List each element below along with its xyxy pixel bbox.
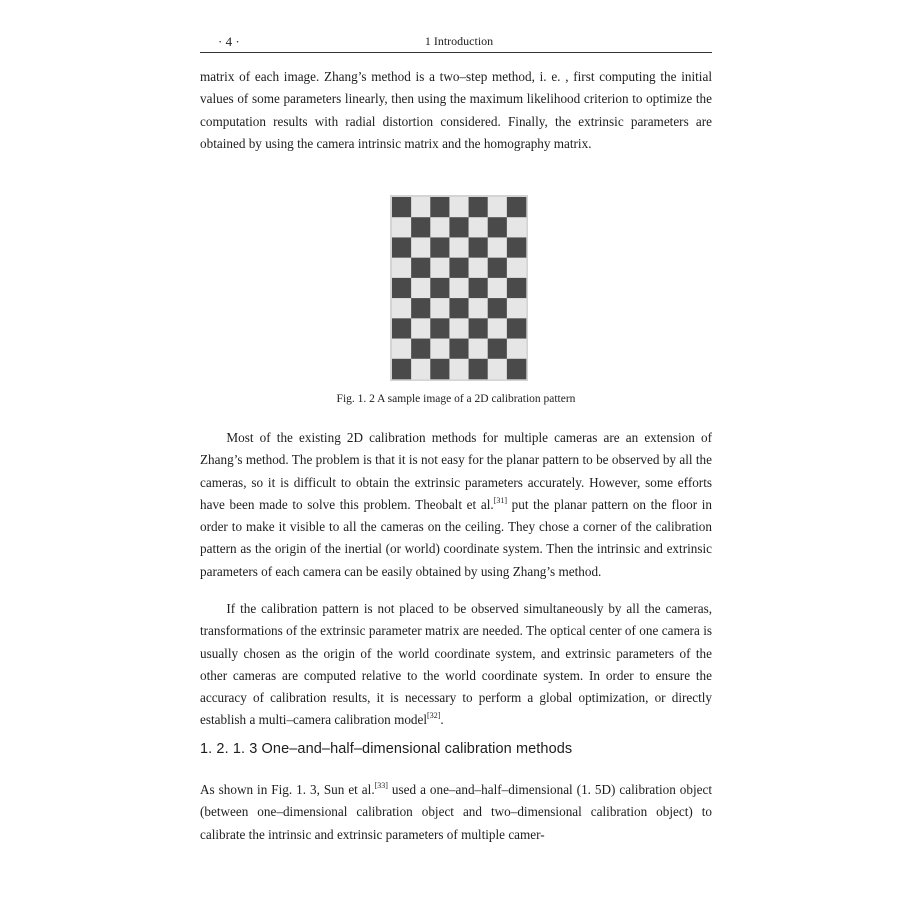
checker-square-dark [469,197,488,218]
checker-square-light [469,298,488,319]
checker-square-light [449,318,468,339]
checker-square-dark [507,278,526,299]
checker-square-light [488,318,507,339]
checker-square-light [392,339,411,360]
checker-square-dark [430,278,449,299]
running-head [200,30,712,53]
checker-square-light [488,197,507,218]
checker-square-light [449,237,468,258]
paragraph-2-text-b: put the planar pattern on the floor in order to make it visible to all the cameras on the ceiling. They chose a corner of the calibration pattern as the origin of the inertial (or world) coordinate system. Then the intrinsic and extrinsic parameters of each camera can be easily obtained by using Zhang’s method. [200,496,713,579]
checker-square-light [411,318,430,339]
checker-square-dark [488,217,507,238]
checker-square-light [507,298,526,319]
checker-square-dark [469,359,488,380]
checker-square-light [430,298,449,319]
citation-31: [31] [493,495,507,505]
checker-square-light [469,339,488,360]
checker-square-light [430,258,449,279]
checker-square-light [411,237,430,258]
paragraph-4 [200,779,712,846]
checker-square-dark [507,197,526,218]
paragraph-3-text-b: . [440,712,444,728]
checker-square-dark [411,298,430,319]
checker-square-dark [469,318,488,339]
checker-square-light [411,359,430,380]
checker-square-dark [469,237,488,258]
paragraph-2-text-a: Most of the existing 2D calibration methods for multiple cameras are an extension of Zhang’s method. The problem is that it is not easy for the planar pattern to be observed by all the cameras, so it is difficult to obtain the extrinsic parameters accurately. However, some efforts have been made to solve this problem. Theobalt et al. [200,430,712,512]
paragraph-4-text-b: used a one–and–half–dimensional (1. 5D) calibration object (between one–dimensional calibration object and two–dimensional calibration object) to calibrate the intrinsic and extrinsic parameters of multiple camer- [200,782,712,842]
citation-32: [32] [427,711,441,721]
checker-square-light [449,359,468,380]
checker-square-dark [507,359,526,380]
checker-square-dark [488,258,507,279]
checker-square-dark [392,318,411,339]
checker-square-dark [430,237,449,258]
checker-square-light [507,258,526,279]
checker-square-dark [488,339,507,360]
checker-square-light [507,217,526,238]
checker-square-dark [392,359,411,380]
checker-square-light [392,258,411,279]
checkerboard-pattern [390,195,528,381]
checker-square-dark [430,197,449,218]
page-number: · 4 · [218,34,240,49]
checker-square-light [430,339,449,360]
paragraph-3-text-a: If the calibration pattern is not placed to be observed simultaneously by all the cameras, transformations of the extrinsic parameter matrix are needed. The optical center of one camera is usually chosen as the origin of the world coordinate system, and extrinsic parameters of the other cameras are computed relative to the world coordinate system. In order to ensure the accuracy of calibration results, it is necessary to perform a global optimization, or directly establish a multi–camera calibration model [200,601,712,728]
checker-square-dark [507,318,526,339]
checker-square-dark [411,258,430,279]
checker-square-dark [430,318,449,339]
checker-square-dark [469,278,488,299]
section-heading: 1. 2. 1. 3 One–and–half–dimensional calibration methods [200,741,573,757]
chapter-title: 1 Introduction [424,34,494,48]
checker-square-dark [392,278,411,299]
checker-square-dark [449,339,468,360]
checker-square-light [411,197,430,218]
checker-square-light [392,298,411,319]
figure-checkerboard [390,195,528,381]
checker-square-light [449,197,468,218]
checker-square-light [469,258,488,279]
paragraph-1: matrix of each image. Zhang’s method is a two–step method, i. e. , first computing the initial values of some parameters linearly, then using the maximum likelihood criterion to optimize the computation results with radial distortion considered. Finally, the extrinsic parameters are obtained by using the camera intrinsic matrix and the homography matrix. [200,69,712,151]
checker-square-dark [411,339,430,360]
paragraph-2 [200,427,712,583]
checker-square-dark [430,359,449,380]
checker-square-dark [449,217,468,238]
checker-square-light [469,217,488,238]
figure-caption: Fig. 1. 2 A sample image of a 2D calibration pattern [336,393,576,405]
checker-square-light [507,339,526,360]
paragraph-3 [200,598,712,732]
checker-square-light [430,217,449,238]
checker-square-dark [392,237,411,258]
checker-square-dark [449,298,468,319]
checker-square-light [488,359,507,380]
citation-33: [33] [374,781,388,790]
checker-square-light [449,278,468,299]
checker-square-dark [488,298,507,319]
checker-square-light [411,278,430,299]
checker-square-dark [449,258,468,279]
checker-square-light [488,237,507,258]
paragraph-4-text-a: As shown in Fig. 1. 3, Sun et al. [200,782,375,797]
checker-square-dark [392,197,411,218]
checker-square-dark [507,237,526,258]
checker-square-light [392,217,411,238]
checker-square-dark [411,217,430,238]
checker-square-light [488,278,507,299]
